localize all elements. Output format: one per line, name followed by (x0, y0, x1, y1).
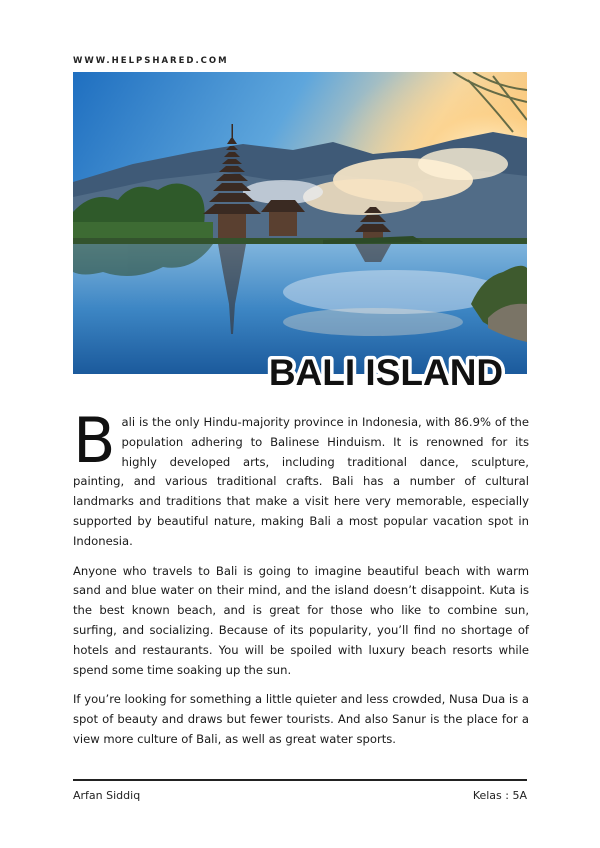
footer-divider (73, 779, 527, 781)
paragraph-1-text: ali is the only Hindu-majority province in Indonesia, with 86.9% of the population adhering to Balinese Hinduism. It is renowned for its highly developed arts, including traditional dance, sculpture, painting, and various traditional crafts. Bali has a number of cultural landmarks and traditions that make a visit here very memorable, especially supported by beautiful nature, making Bali a most popular vacation spot in Indonesia. (73, 415, 529, 548)
hero-photo (73, 72, 527, 374)
hero-title-text: BALI ISLAND (268, 352, 504, 393)
footer-class-label: Kelas : 5A (472, 789, 527, 802)
paragraph-3: If you’re looking for something a little quieter and less crowded, Nusa Dua is a spot of beauty and draws but fewer tourists. And also Sanur is the place for a view more culture of Bali, as well as great water sports. (73, 692, 529, 746)
temple-lake-illustration (73, 72, 527, 374)
site-url: WWW.HELPSHARED.COM (73, 56, 229, 66)
drop-cap: B (73, 404, 116, 477)
paragraph-1 (73, 404, 529, 552)
paragraph-2: Anyone who travels to Bali is going to imagine beautiful beach with warm sand and blue water on their mind, and the island doesn’t disappoint. Kuta is the best known beach, and is great for those who like to combine sun, surfing, and socializing. Because of its popularity, you’ll find no shortage of hotels and restaurants. You will be spoiled with luxury beach resorts while spend some time soaking up the sun. (73, 563, 529, 677)
footer-author: Arfan Siddiq (73, 789, 141, 802)
article-body (73, 404, 529, 760)
hero-title (244, 345, 529, 395)
